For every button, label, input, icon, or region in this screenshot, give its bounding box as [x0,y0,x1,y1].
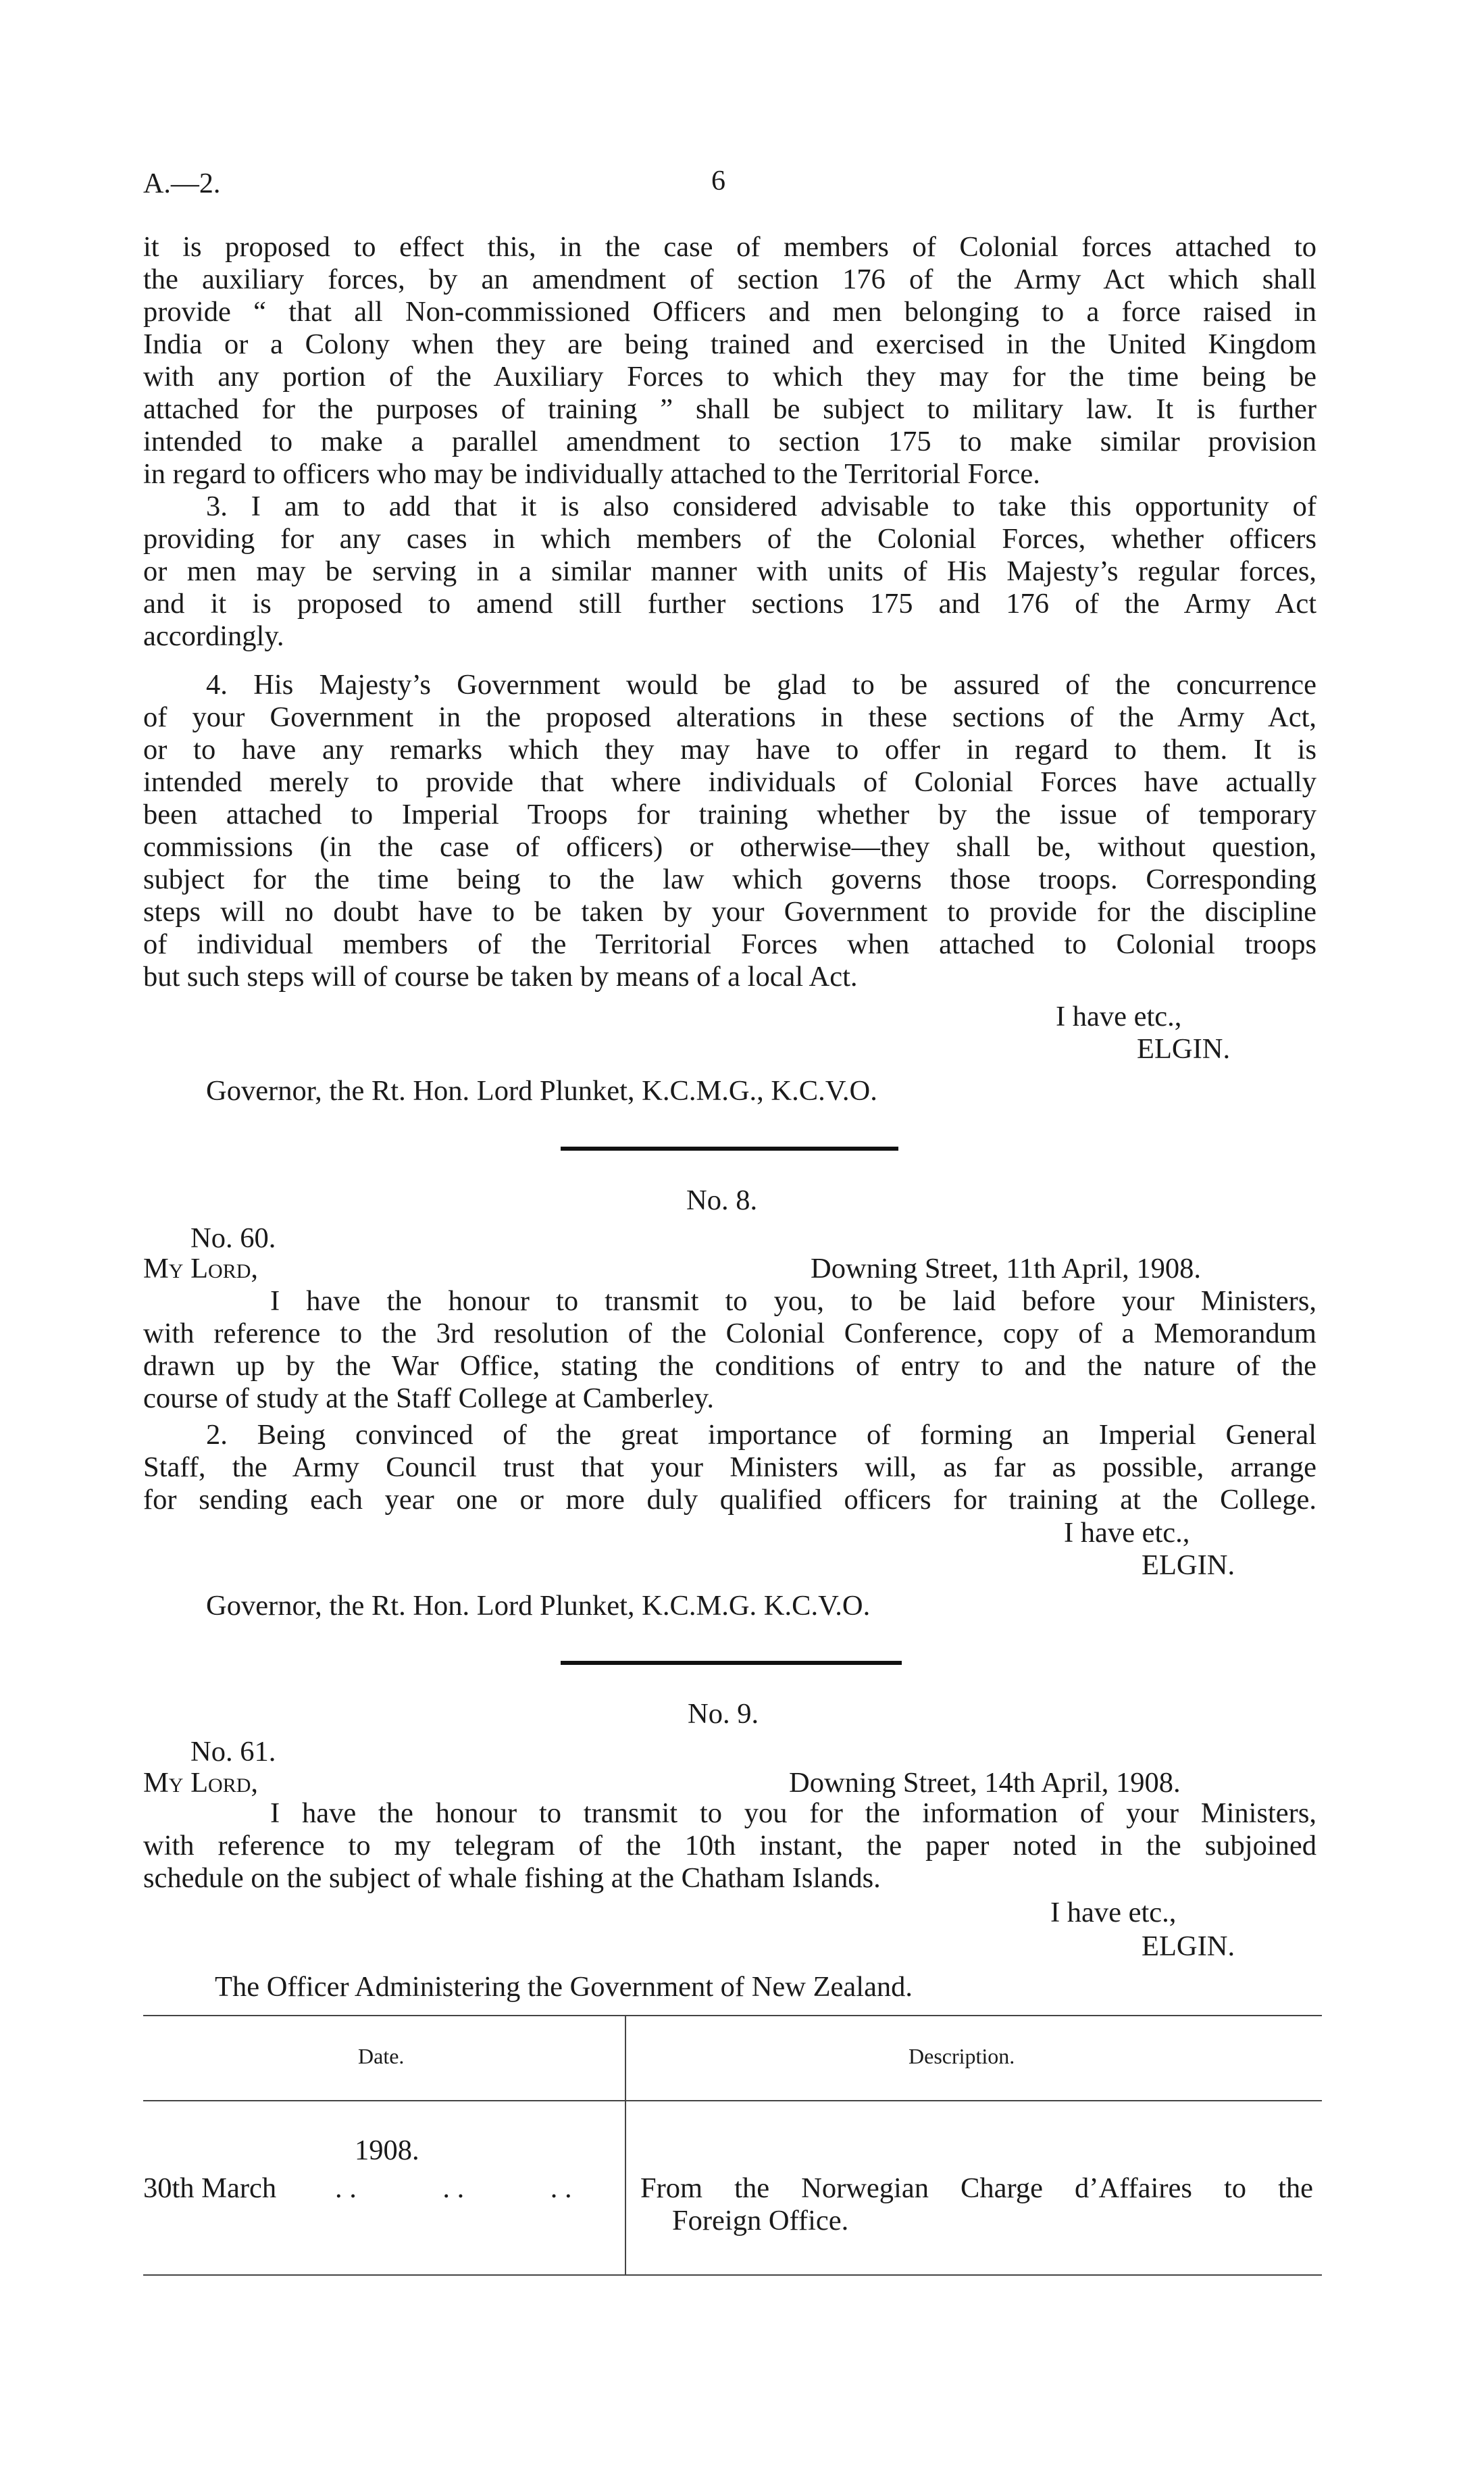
body-line: commissions (in the case of officers) or otherwise—they shall be, without question, [143,831,1316,863]
body-line: of individual members of the Territorial Forces when attached to Colonial troops [143,928,1316,960]
column-header-date: Date. [358,2044,405,2068]
table-description-line: Foreign Office. [672,2205,849,2237]
table-year: 1908. [355,2134,419,2166]
section-heading: No. 9. [688,1698,759,1730]
body-line: it is proposed to effect this, in the case of members of Colonial forces attached to [143,231,1316,263]
table-leaders: . . . . . . [335,2172,572,2204]
place-date: Downing Street, 11th April, 1908. [811,1253,1202,1284]
table-bottom-rule [143,2274,1322,2276]
despatch-number: No. 60. [190,1222,276,1254]
table-header-rule [143,2100,1322,2101]
table-top-rule [143,2015,1322,2016]
body-line: 4. His Majesty’s Government would be glad to be assured of the concurrence [206,669,1316,701]
body-line: course of study at the Staff College at Camberley. [143,1382,715,1414]
body-line: schedule on the subject of whale fishing at the Chatham Islands. [143,1862,881,1894]
body-line: drawn up by the War Office, stating the conditions of entry to and the nature of the [143,1350,1316,1382]
signature: ELGIN. [1142,1549,1235,1581]
addressee: Governor, the Rt. Hon. Lord Plunket, K.C.M.G., K.C.V.O. [206,1075,877,1107]
body-line: intended merely to provide that where individuals of Colonial Forces have actually [143,766,1316,798]
section-divider [561,1661,902,1665]
closing: I have etc., [1056,1001,1182,1032]
salutation: My Lord, [143,1253,259,1284]
body-line: in regard to officers who may be individually attached to the Territorial Force. [143,458,1040,490]
body-line: or men may be serving in a similar manner with units of His Majesty’s regular forces, [143,555,1316,587]
body-line: subject for the time being to the law which governs those troops. Corresponding [143,864,1316,895]
signature: ELGIN. [1142,1930,1235,1962]
body-line: intended to make a parallel amendment to section 175 to make similar provision [143,426,1316,457]
table-description-line: From the Norwegian Charge d’Affaires to the [640,2172,1313,2204]
column-header-description: Description. [909,2044,1015,2068]
body-line: but such steps will of course be taken by means of a local Act. [143,961,858,993]
body-line: for sending each year one or more duly qualified officers for training at the College. [143,1484,1316,1516]
body-line: of your Government in the proposed alterations in these sections of the Army Act, [143,701,1316,733]
body-line: the auxiliary forces, by an amendment of section 176 of the Army Act which shall [143,264,1316,295]
document-reference: A.—2. [143,168,221,199]
body-line: attached for the purposes of training ” shall be subject to military law. It is further [143,393,1316,425]
body-line: or to have any remarks which they may have to offer in regard to them. It is [143,734,1316,766]
addressee: Governor, the Rt. Hon. Lord Plunket, K.C.M.G. K.C.V.O. [206,1590,871,1622]
body-line: India or a Colony when they are being trained and exercised in the United Kingdom [143,328,1316,360]
salutation: My Lord, [143,1767,259,1799]
body-line: with reference to my telegram of the 10th instant, the paper noted in the subjoined [143,1830,1316,1862]
body-line: with reference to the 3rd resolution of the Colonial Conference, copy of a Memorandum [143,1318,1316,1349]
table-column-divider [625,2016,626,2276]
body-line: with any portion of the Auxiliary Forces to which they may for the time being be [143,361,1316,393]
section-divider [561,1147,898,1151]
body-line: 3. I am to add that it is also considered advisable to take this opportunity of [206,491,1316,522]
body-line: providing for any cases in which members of the Colonial Forces, whether officers [143,523,1316,555]
body-line: I have the honour to transmit to you, to be laid before your Ministers, [270,1285,1316,1317]
closing: I have etc., [1064,1517,1190,1549]
body-line: been attached to Imperial Troops for training whether by the issue of temporary [143,799,1316,830]
closing: I have etc., [1050,1897,1177,1928]
addressee: The Officer Administering the Government of New Zealand. [215,1971,913,2003]
table-date: 30th March [143,2172,277,2204]
signature: ELGIN. [1137,1033,1231,1065]
body-line: I have the honour to transmit to you for the information of your Ministers, [270,1797,1316,1829]
page-number: 6 [711,166,725,197]
section-heading: No. 8. [686,1184,758,1216]
body-line: accordingly. [143,620,284,652]
body-line: and it is proposed to amend still further sections 175 and 176 of the Army Act [143,588,1316,620]
body-line: provide “ that all Non-commissioned Officers and men belonging to a force raised in [143,296,1316,328]
despatch-number: No. 61. [190,1736,276,1768]
place-date: Downing Street, 14th April, 1908. [789,1767,1181,1799]
body-line: Staff, the Army Council trust that your Ministers will, as far as possible, arrange [143,1451,1316,1483]
body-line: steps will no doubt have to be taken by your Government to provide for the discipline [143,896,1316,928]
body-line: 2. Being convinced of the great importance of forming an Imperial General [206,1419,1316,1451]
